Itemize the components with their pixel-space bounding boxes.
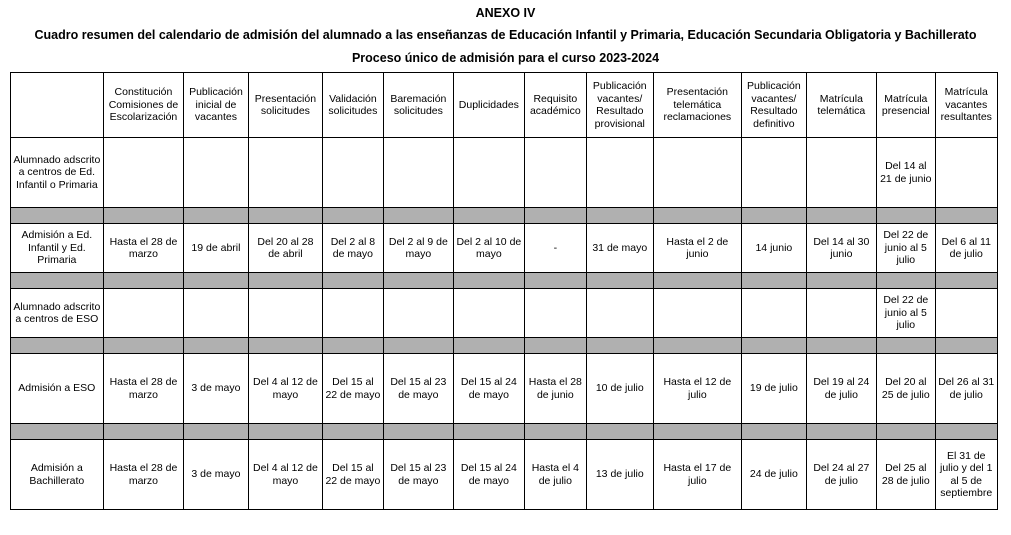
table-cell <box>383 289 454 338</box>
table-cell: Del 15 al 24 de mayo <box>454 354 525 424</box>
header-cell-baremacion-solicitudes: Baremación solicitudes <box>383 73 454 138</box>
table-cell <box>806 138 877 208</box>
table-cell: 13 de julio <box>587 440 653 510</box>
header-cell-constitucion-comisiones: Constitución Comisiones de Escolarización <box>103 73 184 138</box>
table-cell <box>587 289 653 338</box>
table-cell: Del 4 al 12 de mayo <box>248 354 323 424</box>
table-row <box>11 354 998 424</box>
table-cell <box>653 289 742 338</box>
table-row <box>11 289 998 338</box>
table-cell: 19 de abril <box>184 224 248 273</box>
table-cell <box>248 289 323 338</box>
table-cell: Del 2 al 10 de mayo <box>454 224 525 273</box>
table-cell <box>806 289 877 338</box>
table-cell: Hasta el 12 de julio <box>653 354 742 424</box>
table-cell <box>524 289 586 338</box>
table-cell <box>454 289 525 338</box>
table-cell: 3 de mayo <box>184 354 248 424</box>
table-cell <box>653 138 742 208</box>
header-row <box>11 73 998 138</box>
row-label: Admisión a ESO <box>11 354 104 424</box>
table-cell <box>935 289 998 338</box>
table-cell <box>742 138 806 208</box>
table-cell: Hasta el 4 de julio <box>524 440 586 510</box>
table-cell: Del 14 al 21 de junio <box>877 138 935 208</box>
table-cell: Hasta el 2 de junio <box>653 224 742 273</box>
header-cell-publicacion-inicial: Publicación inicial de vacantes <box>184 73 248 138</box>
table-row <box>11 224 998 273</box>
table-cell <box>323 138 383 208</box>
table-cell: Del 6 al 11 de julio <box>935 224 998 273</box>
table-cell: Del 15 al 22 de mayo <box>323 440 383 510</box>
header-cell-presentacion-reclamaciones: Presentación telemática reclamaciones <box>653 73 742 138</box>
table-cell: Del 2 al 8 de mayo <box>323 224 383 273</box>
separator-row <box>11 208 998 224</box>
admission-calendar-table <box>10 72 998 510</box>
table-cell: 10 de julio <box>587 354 653 424</box>
table-cell: Del 22 de junio al 5 julio <box>877 224 935 273</box>
row-label: Admisión a Bachillerato <box>11 440 104 510</box>
header-cell-presentacion-solicitudes: Presentación solicitudes <box>248 73 323 138</box>
table-row <box>11 440 998 510</box>
table-cell: Hasta el 28 de marzo <box>103 354 184 424</box>
separator-row <box>11 338 998 354</box>
header-cell-requisito-academico: Requisito académico <box>524 73 586 138</box>
table-cell <box>323 289 383 338</box>
table-cell: El 31 de julio y del 1 al 5 de septiembre <box>935 440 998 510</box>
row-label: Alumnado adscrito a centros de Ed. Infantil o Primaria <box>11 138 104 208</box>
table-row <box>11 138 998 208</box>
table-cell <box>103 289 184 338</box>
separator-row <box>11 424 998 440</box>
table-cell: Del 15 al 23 de mayo <box>383 440 454 510</box>
header-cell-resultado-provisional: Publicación vacantes/ Resultado provisional <box>587 73 653 138</box>
table-cell: Del 15 al 22 de mayo <box>323 354 383 424</box>
table-cell: 3 de mayo <box>184 440 248 510</box>
row-label: Alumnado adscrito a centros de ESO <box>11 289 104 338</box>
header-cell-matricula-telematica: Matrícula telemática <box>806 73 877 138</box>
header-cell-validacion-solicitudes: Validación solicitudes <box>323 73 383 138</box>
table-cell: Del 4 al 12 de mayo <box>248 440 323 510</box>
table-cell: - <box>524 224 586 273</box>
table-cell <box>184 289 248 338</box>
table-cell: Hasta el 28 de marzo <box>103 224 184 273</box>
table-cell <box>248 138 323 208</box>
row-label: Admisión a Ed. Infantil y Ed. Primaria <box>11 224 104 273</box>
table-cell: Del 25 al 28 de julio <box>877 440 935 510</box>
table-cell: Del 14 al 30 junio <box>806 224 877 273</box>
table-cell: 31 de mayo <box>587 224 653 273</box>
header-cell-corner <box>11 73 104 138</box>
table-cell <box>935 138 998 208</box>
table-cell: Del 22 de junio al 5 julio <box>877 289 935 338</box>
table-cell <box>524 138 586 208</box>
document-subtitle: Proceso único de admisión para el curso 2023-2024 <box>351 51 660 65</box>
header-cell-matricula-vacantes: Matrícula vacantes resultantes <box>935 73 998 138</box>
table-cell: 14 junio <box>742 224 806 273</box>
table-cell <box>184 138 248 208</box>
table-cell <box>587 138 653 208</box>
document-title: Cuadro resumen del calendario de admisión del alumnado a las enseñanzas de Educación Infantil y Primaria, Educación Secundaria Obligatoria y Bachillerato <box>34 28 977 42</box>
table-cell: Del 24 al 27 de julio <box>806 440 877 510</box>
table-cell: 19 de julio <box>742 354 806 424</box>
table-cell: Del 15 al 23 de mayo <box>383 354 454 424</box>
table-cell: Del 20 al 28 de abril <box>248 224 323 273</box>
table-cell <box>103 138 184 208</box>
table-cell: Del 15 al 24 de mayo <box>454 440 525 510</box>
table-cell: 24 de julio <box>742 440 806 510</box>
table-cell: Hasta el 17 de julio <box>653 440 742 510</box>
table-cell <box>383 138 454 208</box>
table-cell: Hasta el 28 de junio <box>524 354 586 424</box>
table-cell <box>454 138 525 208</box>
annex-heading: ANEXO IV <box>475 6 536 20</box>
table-cell: Hasta el 28 de marzo <box>103 440 184 510</box>
table-cell: Del 20 al 25 de julio <box>877 354 935 424</box>
header-cell-duplicidades: Duplicidades <box>454 73 525 138</box>
table-cell: Del 19 al 24 de julio <box>806 354 877 424</box>
table-cell <box>742 289 806 338</box>
table-cell: Del 2 al 9 de mayo <box>383 224 454 273</box>
header-cell-resultado-definitivo: Publicación vacantes/ Resultado definitivo <box>742 73 806 138</box>
table-cell: Del 26 al 31 de julio <box>935 354 998 424</box>
header-cell-matricula-presencial: Matrícula presencial <box>877 73 935 138</box>
separator-row <box>11 273 998 289</box>
